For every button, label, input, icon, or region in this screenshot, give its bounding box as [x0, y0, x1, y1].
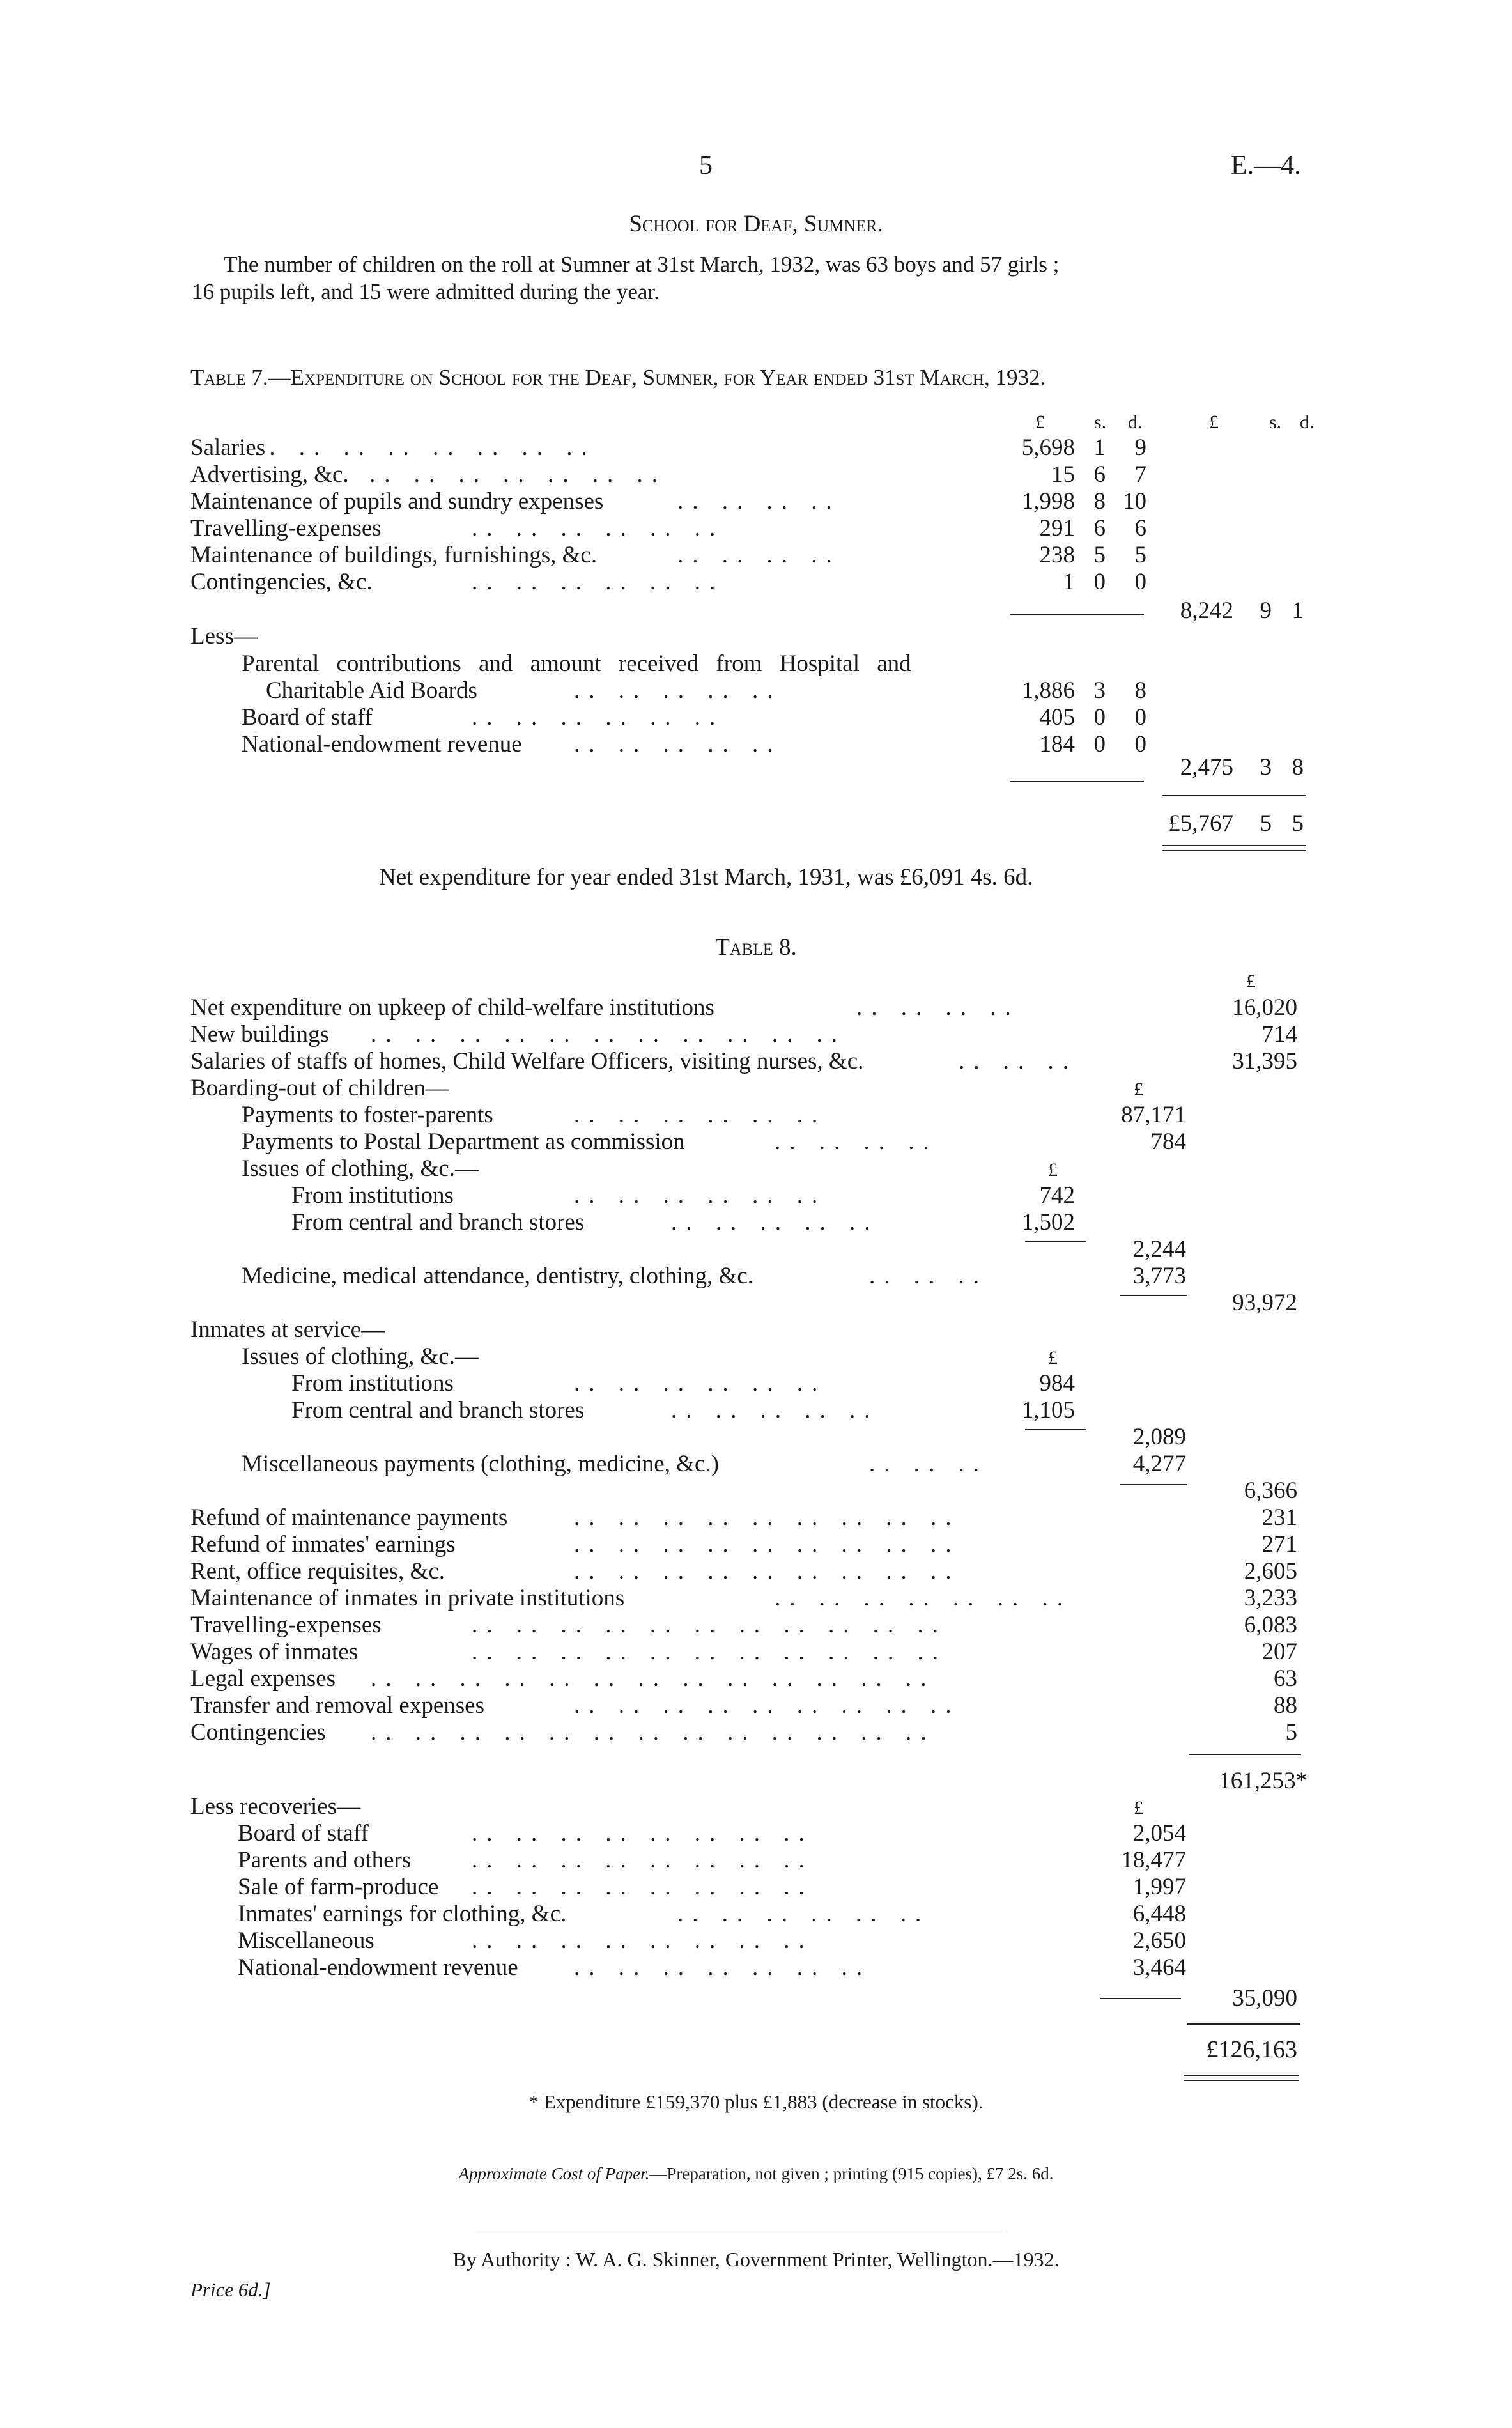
leader-dots: .. .. .. .. .. .. .. .. .. .. .. — [472, 1639, 947, 1665]
less-total-shillings: 3 — [1260, 754, 1272, 780]
leader-dots: .. .. .. .. .. .. — [574, 1102, 827, 1128]
shillings: 0 — [1093, 704, 1106, 731]
subtotal-pence: 1 — [1292, 598, 1304, 624]
leader-dots: .. .. .. .. — [856, 994, 1020, 1021]
row-label: Maintenance of pupils and sundry expenses — [190, 488, 604, 514]
table7-rule-1 — [1010, 614, 1144, 615]
leader-dots: .. .. .. — [959, 1048, 1077, 1074]
row-value: 18,477 — [1121, 1847, 1186, 1873]
row-value: 3,464 — [1132, 1954, 1186, 1981]
document-reference: E.—4. — [1231, 151, 1301, 180]
table7-header-pence-1: d. — [1128, 412, 1143, 433]
row-label: Wages of inmates — [190, 1639, 359, 1665]
leader-dots: .. .. .. .. .. .. — [574, 1370, 827, 1396]
leader-dots: .. .. .. — [869, 1451, 988, 1477]
pence: 0 — [1134, 731, 1146, 757]
row-label: From central and branch stores — [291, 1397, 585, 1423]
leader-dots: .. .. .. .. .. .. .. .. — [472, 1928, 814, 1954]
table7-header-shillings-2: s. — [1269, 412, 1282, 433]
pence: 0 — [1134, 704, 1146, 731]
cost-of-paper-label: Approximate Cost of Paper. — [458, 2164, 650, 2183]
authority-line: By Authority : W. A. G. Skinner, Government Printer, Wellington.—1932. — [452, 2248, 1060, 2271]
shillings: 6 — [1093, 515, 1106, 541]
row-label: Payments to foster-parents — [242, 1102, 493, 1128]
pence: 9 — [1134, 435, 1146, 461]
row-value: 63 — [1274, 1666, 1297, 1692]
table8-double-rule — [1184, 2075, 1299, 2081]
row-value: 3,233 — [1244, 1585, 1297, 1611]
table7-rule-3 — [1162, 795, 1306, 796]
row-value: 2,054 — [1132, 1820, 1186, 1846]
pence: 5 — [1134, 542, 1146, 568]
cost-of-paper-text: —Preparation, not given ; printing (915 copies), £7 2s. 6d. — [649, 2164, 1054, 2183]
section-label: Inmates at service— — [190, 1317, 385, 1343]
table8-title: Table 8. — [715, 934, 797, 961]
col4-pound-sign: £ — [1246, 971, 1256, 992]
leader-dots: .. .. .. .. .. .. .. .. .. — [574, 1531, 960, 1558]
row-label: Issues of clothing, &c.— — [242, 1156, 479, 1182]
row-value: 4,277 — [1132, 1451, 1186, 1477]
row-label: Inmates' earnings for clothing, &c. — [238, 1901, 567, 1927]
row-label: Sale of farm-produce — [238, 1874, 439, 1900]
row-label: Miscellaneous — [238, 1928, 374, 1954]
row-label: New buildings — [190, 1021, 329, 1048]
pounds: 405 — [1039, 704, 1075, 731]
leader-dots: .. .. .. .. .. .. .. — [775, 1585, 1072, 1611]
leader-dots: .. .. .. .. — [677, 542, 841, 568]
less-total-pence: 8 — [1292, 754, 1304, 780]
row-value: 1,105 — [1021, 1397, 1075, 1423]
table7-header-pence-2: d. — [1300, 412, 1315, 433]
shillings: 0 — [1093, 569, 1106, 595]
price: Price 6d.] — [190, 2278, 271, 2301]
row-value: 2,650 — [1132, 1928, 1186, 1954]
row-value: 5 — [1285, 1719, 1297, 1745]
table7-less-line-1: Parental contributions and amount received from Hospital and — [242, 651, 911, 677]
leader-dots: .. .. .. .. .. .. .. — [574, 1954, 871, 1981]
row-value: 1,502 — [1021, 1209, 1075, 1235]
row-value: 231 — [1261, 1504, 1297, 1531]
row-label: Salaries — [190, 435, 266, 461]
row-value: 87,171 — [1121, 1102, 1186, 1128]
row-label: Miscellaneous payments (clothing, medicine, &c.) — [242, 1451, 719, 1477]
shillings: 6 — [1093, 461, 1106, 488]
shillings: 0 — [1093, 731, 1106, 757]
leader-dots: .. .. .. .. .. .. — [472, 569, 725, 595]
row-label: Travelling-expenses — [190, 1612, 382, 1638]
net-total-pence: 5 — [1292, 810, 1304, 837]
row-label: Refund of maintenance payments — [190, 1504, 508, 1531]
rule — [1187, 2023, 1300, 2025]
row-label: Contingencies, &c. — [190, 569, 373, 595]
row-value: 742 — [1039, 1182, 1075, 1209]
shillings: 5 — [1093, 542, 1106, 568]
row-label: Refund of inmates' earnings — [190, 1531, 456, 1558]
pence: 7 — [1134, 461, 1146, 488]
pounds: 1,886 — [1021, 677, 1075, 704]
row-value: 93,972 — [1232, 1290, 1297, 1316]
row-value: 714 — [1261, 1021, 1297, 1048]
pence: 6 — [1134, 515, 1146, 541]
leader-dots: .. .. .. .. .. .. — [677, 1901, 930, 1927]
pence: 8 — [1134, 677, 1146, 704]
leader-dots: .. .. .. .. .. .. .. .. .. — [574, 1558, 960, 1584]
row-label: Advertising, &c. — [190, 461, 349, 488]
row-label: Maintenance of inmates in private institutions — [190, 1585, 625, 1611]
page-number: 5 — [699, 151, 713, 180]
row-label: Parents and others — [238, 1847, 412, 1873]
recoveries-total: 35,090 — [1232, 1985, 1297, 2011]
leader-dots: .. .. .. .. .. .. .. .. — [472, 1874, 814, 1900]
row-label: Payments to Postal Department as commission — [242, 1129, 685, 1155]
pounds: 238 — [1039, 542, 1075, 568]
table7-header-shillings-1: s. — [1094, 412, 1107, 433]
pence: 0 — [1134, 569, 1146, 595]
leader-dots: .. .. .. .. .. .. .. .. .. — [574, 1692, 960, 1719]
less-total-pounds: 2,475 — [1180, 754, 1233, 780]
leader-dots: .. .. .. — [869, 1263, 988, 1289]
row-label: Rent, office requisites, &c. — [190, 1558, 445, 1584]
leader-dots: .. .. .. .. .. .. .. — [369, 461, 667, 488]
row-label: Charitable Aid Boards — [266, 677, 477, 704]
rule — [1025, 1241, 1086, 1242]
leader-dots: .. .. .. .. — [775, 1129, 938, 1155]
leader-dots: .. .. .. .. .. .. — [472, 515, 725, 541]
leader-dots: .. .. .. .. .. — [574, 677, 782, 704]
subtotal-pounds: 8,242 — [1180, 598, 1233, 624]
row-label: Net expenditure on upkeep of child-welfare institutions — [190, 994, 714, 1021]
pounds: 15 — [1051, 461, 1075, 488]
leader-dots: .. .. .. .. .. .. .. .. .. .. .. — [371, 1021, 846, 1048]
school-title: School for Deaf, Sumner. — [629, 211, 883, 237]
row-value: 16,020 — [1232, 994, 1297, 1021]
row-value: 207 — [1261, 1639, 1297, 1665]
row-value: 784 — [1150, 1129, 1186, 1155]
net-total: £126,163 — [1206, 2036, 1297, 2063]
subtotal-shillings: 9 — [1260, 598, 1272, 624]
table7-note: Net expenditure for year ended 31st March, 1931, was £6,091 4s. 6d. — [379, 864, 1033, 890]
row-label: Travelling-expenses — [190, 515, 382, 541]
row-value: 984 — [1039, 1370, 1075, 1396]
pounds: 291 — [1039, 515, 1075, 541]
cost-of-paper — [0, 2160, 1512, 2187]
pound-sign: £ — [1134, 1797, 1143, 1818]
row-label: From central and branch stores — [291, 1209, 585, 1235]
row-value: 6,366 — [1244, 1478, 1297, 1504]
leader-dots: .. .. .. .. .. — [574, 731, 782, 757]
row-value: 88 — [1274, 1692, 1297, 1719]
leader-dots: .. .. .. .. .. .. .. .. — [472, 1820, 814, 1846]
shillings: 3 — [1093, 677, 1106, 704]
pound-sign: £ — [1048, 1347, 1058, 1368]
row-label: National-endowment revenue — [242, 731, 522, 757]
leader-dots: .. .. .. .. .. .. .. .. .. — [574, 1504, 960, 1531]
table7-double-rule — [1162, 845, 1306, 851]
leader-dots: .. .. .. .. .. — [671, 1397, 879, 1423]
section-label: Less recoveries— — [190, 1793, 361, 1820]
net-total-pounds: £5,767 — [1168, 810, 1233, 837]
row-label: Medicine, medical attendance, dentistry, clothing, &c. — [242, 1263, 754, 1289]
leader-dots: .. .. .. .. .. .. .. .. .. .. .. .. .. — [371, 1666, 936, 1692]
leader-dots: .. .. .. .. .. .. — [574, 1182, 827, 1209]
pounds: 5,698 — [1021, 435, 1075, 461]
row-value: 2,089 — [1132, 1424, 1186, 1450]
leader-dots: .. .. .. .. .. .. — [472, 704, 725, 731]
rule — [1025, 1429, 1086, 1430]
leader-dots: .. .. .. .. .. .. .. .. .. .. .. .. .. — [371, 1719, 936, 1745]
pounds: 184 — [1039, 731, 1075, 757]
rule — [1120, 1295, 1187, 1296]
row-value: 2,605 — [1244, 1558, 1297, 1584]
row-value: 3,773 — [1132, 1263, 1186, 1289]
leader-dots: .. .. .. .. — [677, 488, 841, 514]
shillings: 8 — [1093, 488, 1106, 514]
row-label: Board of staff — [238, 1820, 369, 1846]
table7-header-pounds-2: £ — [1209, 412, 1219, 433]
row-value: 1,997 — [1132, 1874, 1186, 1900]
rule — [1189, 1754, 1301, 1755]
row-label: Board of staff — [242, 704, 373, 731]
row-label: Contingencies — [190, 1719, 326, 1745]
row-label: Salaries of staffs of homes, Child Welfare Officers, visiting nurses, &c. — [190, 1048, 864, 1074]
row-label: Maintenance of buildings, furnishings, &c. — [190, 542, 598, 568]
row-label: National-endowment revenue — [238, 1954, 518, 1981]
net-total-shillings: 5 — [1260, 810, 1272, 837]
row-label: Issues of clothing, &c.— — [242, 1343, 479, 1370]
pound-sign: £ — [1048, 1159, 1058, 1180]
row-label: From institutions — [291, 1370, 454, 1396]
section-label: Boarding-out of children— — [190, 1075, 449, 1101]
table7-header-pounds-1: £ — [1035, 412, 1045, 433]
row-value: 2,244 — [1132, 1236, 1186, 1262]
row-label: Transfer and removal expenses — [190, 1692, 484, 1719]
leader-dots: .. .. .. .. .. .. .. .. .. .. .. — [472, 1612, 947, 1638]
row-value: 271 — [1261, 1531, 1297, 1558]
row-value: 6,083 — [1244, 1612, 1297, 1638]
table7-less-label: Less— — [190, 623, 258, 649]
shillings: 1 — [1093, 435, 1106, 461]
row-value: 6,448 — [1132, 1901, 1186, 1927]
leader-dots: .. .. .. .. .. .. .. .. — [254, 435, 596, 461]
school-paragraph-line-1: The number of children on the roll at Sumner at 31st March, 1932, was 63 boys and 57 girls ; — [224, 252, 1060, 277]
pound-sign: £ — [1134, 1079, 1143, 1100]
pounds: 1,998 — [1021, 488, 1075, 514]
row-value: 31,395 — [1232, 1048, 1297, 1074]
pence: 10 — [1123, 488, 1146, 514]
table8-footnote: * Expenditure £159,370 plus £1,883 (decrease in stocks). — [528, 2091, 984, 2113]
table7-title: Table 7.—Expenditure on School for the Deaf, Sumner, for Year ended 31st March, 1932. — [190, 365, 1046, 390]
rule — [1120, 1484, 1187, 1485]
school-paragraph-line-2: 16 pupils left, and 15 were admitted during the year. — [192, 279, 660, 304]
row-label: Legal expenses — [190, 1666, 336, 1692]
gross-total: 161,253* — [1219, 1768, 1308, 1794]
table7-rule-2 — [1010, 781, 1144, 782]
leader-dots: .. .. .. .. .. — [671, 1209, 879, 1235]
leader-dots: .. .. .. .. .. .. .. .. — [472, 1847, 814, 1873]
pounds: 1 — [1063, 569, 1075, 595]
rule — [1100, 1998, 1181, 1999]
row-label: From institutions — [291, 1182, 454, 1209]
